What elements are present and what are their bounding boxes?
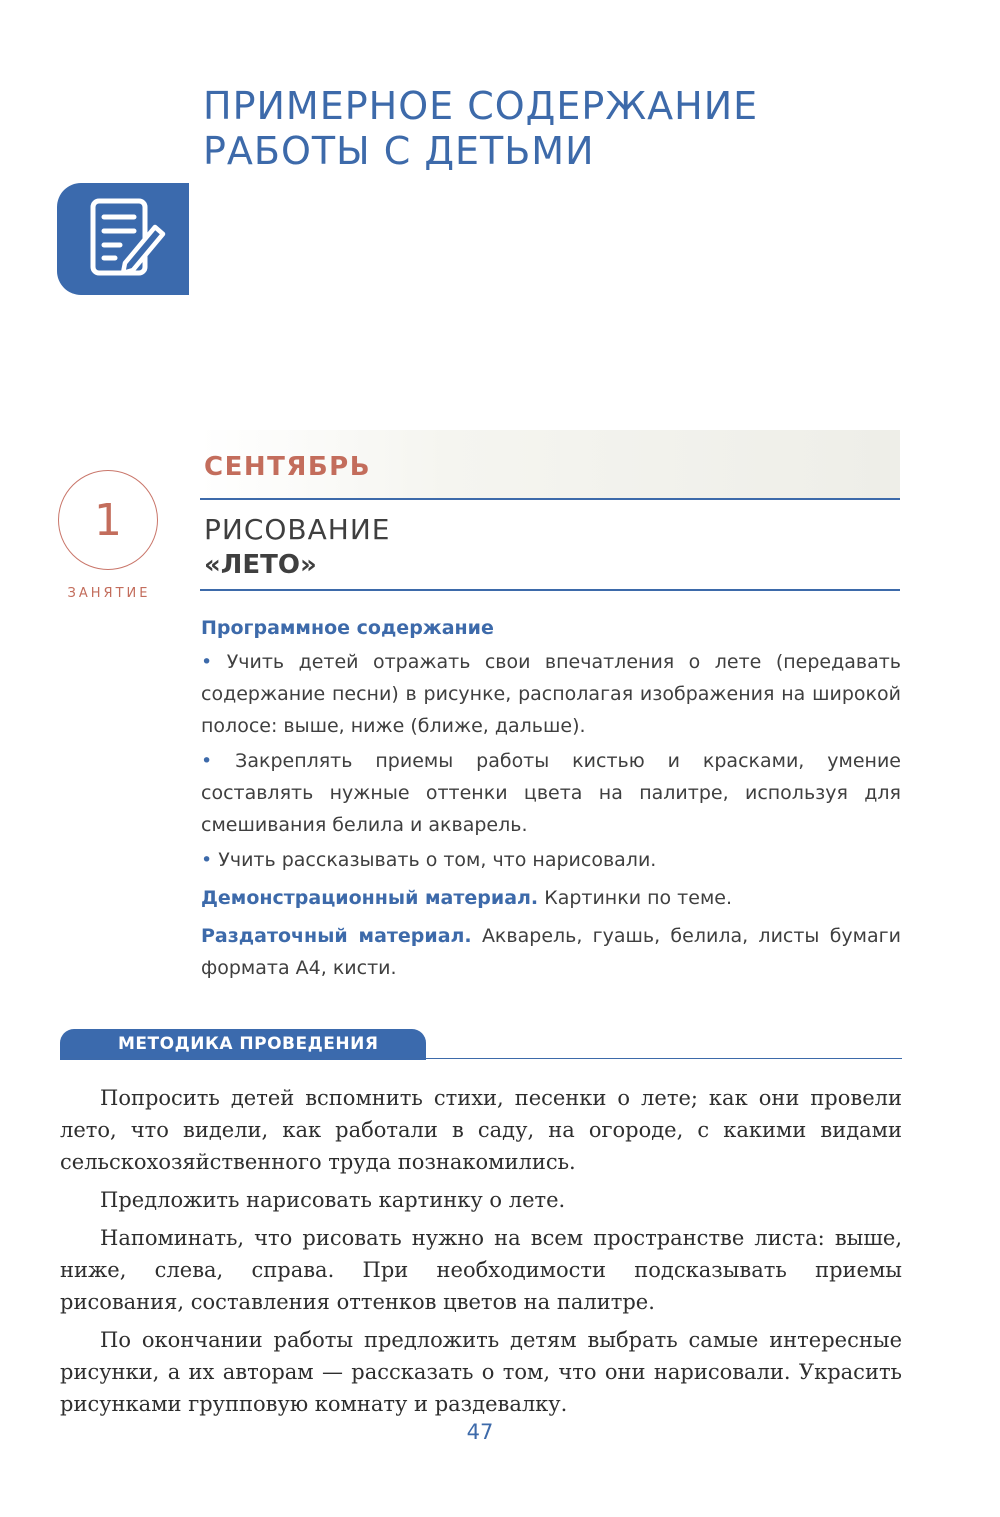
method-heading: МЕТОДИКА ПРОВЕДЕНИЯ — [60, 1029, 426, 1060]
page-title-line-2: РАБОТЫ С ДЕТЬМИ — [203, 129, 595, 173]
method-body — [60, 1082, 902, 1426]
method-divider — [60, 1058, 902, 1059]
bullet-dot-icon: • — [201, 849, 213, 871]
document-icon-box — [57, 183, 189, 295]
method-paragraph: Напоминать, что рисовать нужно на всем пространстве листа: выше, ниже, слева, справа. При необходимости подсказывать приемы рисования, составления оттенков цветов на палитре. — [60, 1226, 902, 1314]
method-paragraph: Предложить нарисовать картинку о лете. — [100, 1188, 566, 1212]
method-paragraph: По окончании работы предложить детям выбрать самые интересные рисунки, а их авторам — рассказать о том, что они нарисовали. Украсить рисунками групповую комнату и раздевалку. — [60, 1328, 902, 1416]
activity-topic: «ЛЕТО» — [204, 550, 317, 580]
page-title-line-1: ПРИМЕРНОЕ СОДЕРЖАНИЕ — [203, 84, 759, 128]
document-edit-icon — [85, 197, 169, 281]
lesson-number-circle — [58, 470, 158, 570]
handout-material — [201, 920, 901, 984]
program-heading: Программное содержание — [201, 617, 494, 639]
program-bullet-text: Учить детей отражать свои впечатления о лете (передавать содержание песни) в рисунке, располагая изображения на широкой полосе: выше, ниже (ближе, дальше). — [201, 651, 901, 737]
program-bullet — [201, 745, 901, 841]
page-title — [203, 84, 758, 174]
divider-top — [200, 498, 900, 500]
program-content — [201, 612, 901, 984]
divider-middle — [200, 589, 900, 591]
month-label: СЕНТЯБРЬ — [204, 452, 372, 482]
handout-material-text: Акварель, гуашь, белила, листы бумаги формата А4, кисти. — [201, 925, 901, 979]
lesson-number: 1 — [94, 494, 122, 546]
handout-material-label: Раздаточный материал. — [201, 925, 472, 947]
demo-material-label: Демонстрационный материал. — [201, 887, 539, 909]
program-bullet — [201, 844, 901, 876]
bullet-dot-icon: • — [201, 651, 213, 673]
program-bullet-text: Закреплять приемы работы кистью и красками, умение составлять нужные оттенки цвета на палитре, используя для смешивания белила и акварель. — [201, 750, 901, 836]
bullet-dot-icon: • — [201, 750, 213, 772]
page-number: 47 — [466, 1420, 494, 1444]
program-bullet — [201, 646, 901, 742]
demo-material-text: Картинки по теме. — [544, 887, 733, 909]
activity-type: РИСОВАНИЕ — [204, 513, 391, 546]
program-bullet-text: Учить рассказывать о том, что нарисовали. — [218, 849, 657, 871]
method-paragraph: Попросить детей вспомнить стихи, песенки о лете; как они провели лето, что видели, как работали в саду, на огороде, с какими видами сельскохозяйственного труда познакомились. — [60, 1086, 902, 1174]
lesson-label: ЗАНЯТИЕ — [67, 586, 151, 601]
demo-material — [201, 882, 901, 914]
